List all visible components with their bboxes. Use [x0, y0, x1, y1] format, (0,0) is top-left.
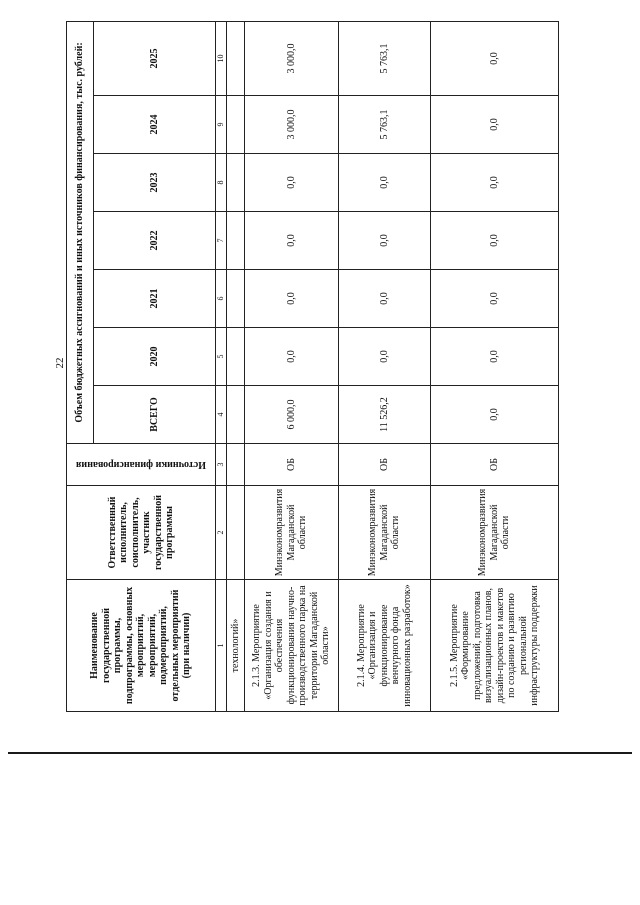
row-value: 0,0	[339, 328, 431, 386]
budget-table-rotated	[66, 22, 626, 712]
row-value: 0,0	[431, 328, 559, 386]
column-number: 8	[216, 154, 227, 212]
row-value	[227, 154, 245, 212]
page-number: 22	[54, 357, 66, 369]
row-value	[227, 328, 245, 386]
row-value: 0,0	[245, 154, 339, 212]
row-value: 0,0	[339, 212, 431, 270]
row-value: 0,0	[431, 270, 559, 328]
table-row	[339, 21, 431, 711]
row-name: 2.1.5. Мероприятие «Формирование предложений, подготовка визуализационных планов, дизайн-проектов и макетов по созданию и развитию региональной инфраструктуры поддержки	[431, 580, 559, 712]
table-row	[227, 21, 245, 711]
row-value: 3 000,0	[245, 21, 339, 95]
header-funding: Объем бюджетных ассигнований и иных источников финансирования, тыс. рублей:	[67, 21, 94, 443]
row-source: ОБ	[245, 444, 339, 486]
column-number: 4	[216, 386, 227, 444]
row-value	[227, 96, 245, 154]
header-year-2023: 2023	[93, 154, 215, 212]
row-value: 5 763,1	[339, 96, 431, 154]
budget-table	[66, 21, 559, 712]
row-value: 3 000,0	[245, 96, 339, 154]
header-source	[67, 444, 216, 486]
row-executor	[227, 486, 245, 580]
row-value: 0,0	[245, 270, 339, 328]
row-source	[227, 444, 245, 486]
column-number: 5	[216, 328, 227, 386]
row-value: 0,0	[431, 154, 559, 212]
row-value: 0,0	[431, 212, 559, 270]
header-name: Наименование государственной программы, подпрограммы, основных мероприятий, мероприятий, подмероприятий, отдельных мероприятий (при наличии)	[67, 580, 216, 712]
header-year-2020: 2020	[93, 328, 215, 386]
row-value: 0,0	[431, 96, 559, 154]
row-value: 0,0	[431, 21, 559, 95]
row-value: 0,0	[245, 212, 339, 270]
row-value	[227, 212, 245, 270]
row-value	[227, 21, 245, 95]
row-value: 5 763,1	[339, 21, 431, 95]
column-number: 1	[216, 580, 227, 712]
row-value: 0,0	[245, 328, 339, 386]
column-number: 6	[216, 270, 227, 328]
header-year-total: ВСЕГО	[93, 386, 215, 444]
row-value: 0,0	[339, 154, 431, 212]
row-value	[227, 386, 245, 444]
row-value: 11 526,2	[339, 386, 431, 444]
row-value: 6 000,0	[245, 386, 339, 444]
header-year-2025: 2025	[93, 21, 215, 95]
header-executor: Ответственный исполнитель, соисполнитель, участник государственной программы	[67, 486, 216, 580]
row-executor: Минэкономразвития Магаданской области	[431, 486, 559, 580]
row-source: ОБ	[431, 444, 559, 486]
row-source: ОБ	[339, 444, 431, 486]
row-name: 2.1.4. Мероприятие «Организация и функционирование венчурного фонда инновационных разработок»	[339, 580, 431, 712]
column-number: 2	[216, 486, 227, 580]
row-value: 0,0	[339, 270, 431, 328]
column-number: 7	[216, 212, 227, 270]
header-year-2021: 2021	[93, 270, 215, 328]
row-executor: Минэкономразвития Магаданской области	[339, 486, 431, 580]
page-bottom-divider	[8, 752, 632, 754]
row-name: технологий»	[227, 580, 245, 712]
column-number: 3	[216, 444, 227, 486]
column-number: 9	[216, 96, 227, 154]
header-year-2022: 2022	[93, 212, 215, 270]
row-value: 0,0	[431, 386, 559, 444]
column-numbers-row	[216, 21, 227, 711]
row-executor: Минэкономразвития Магаданской области	[245, 486, 339, 580]
column-number: 10	[216, 21, 227, 95]
header-source-text: Источники финансирования	[76, 459, 206, 470]
header-year-2024: 2024	[93, 96, 215, 154]
row-value	[227, 270, 245, 328]
table-row	[431, 21, 559, 711]
row-name: 2.1.3. Мероприятие «Организация создания и обеспечения функционирования научно-производственного парка на территории Магаданской области»	[245, 580, 339, 712]
table-row	[245, 21, 339, 711]
